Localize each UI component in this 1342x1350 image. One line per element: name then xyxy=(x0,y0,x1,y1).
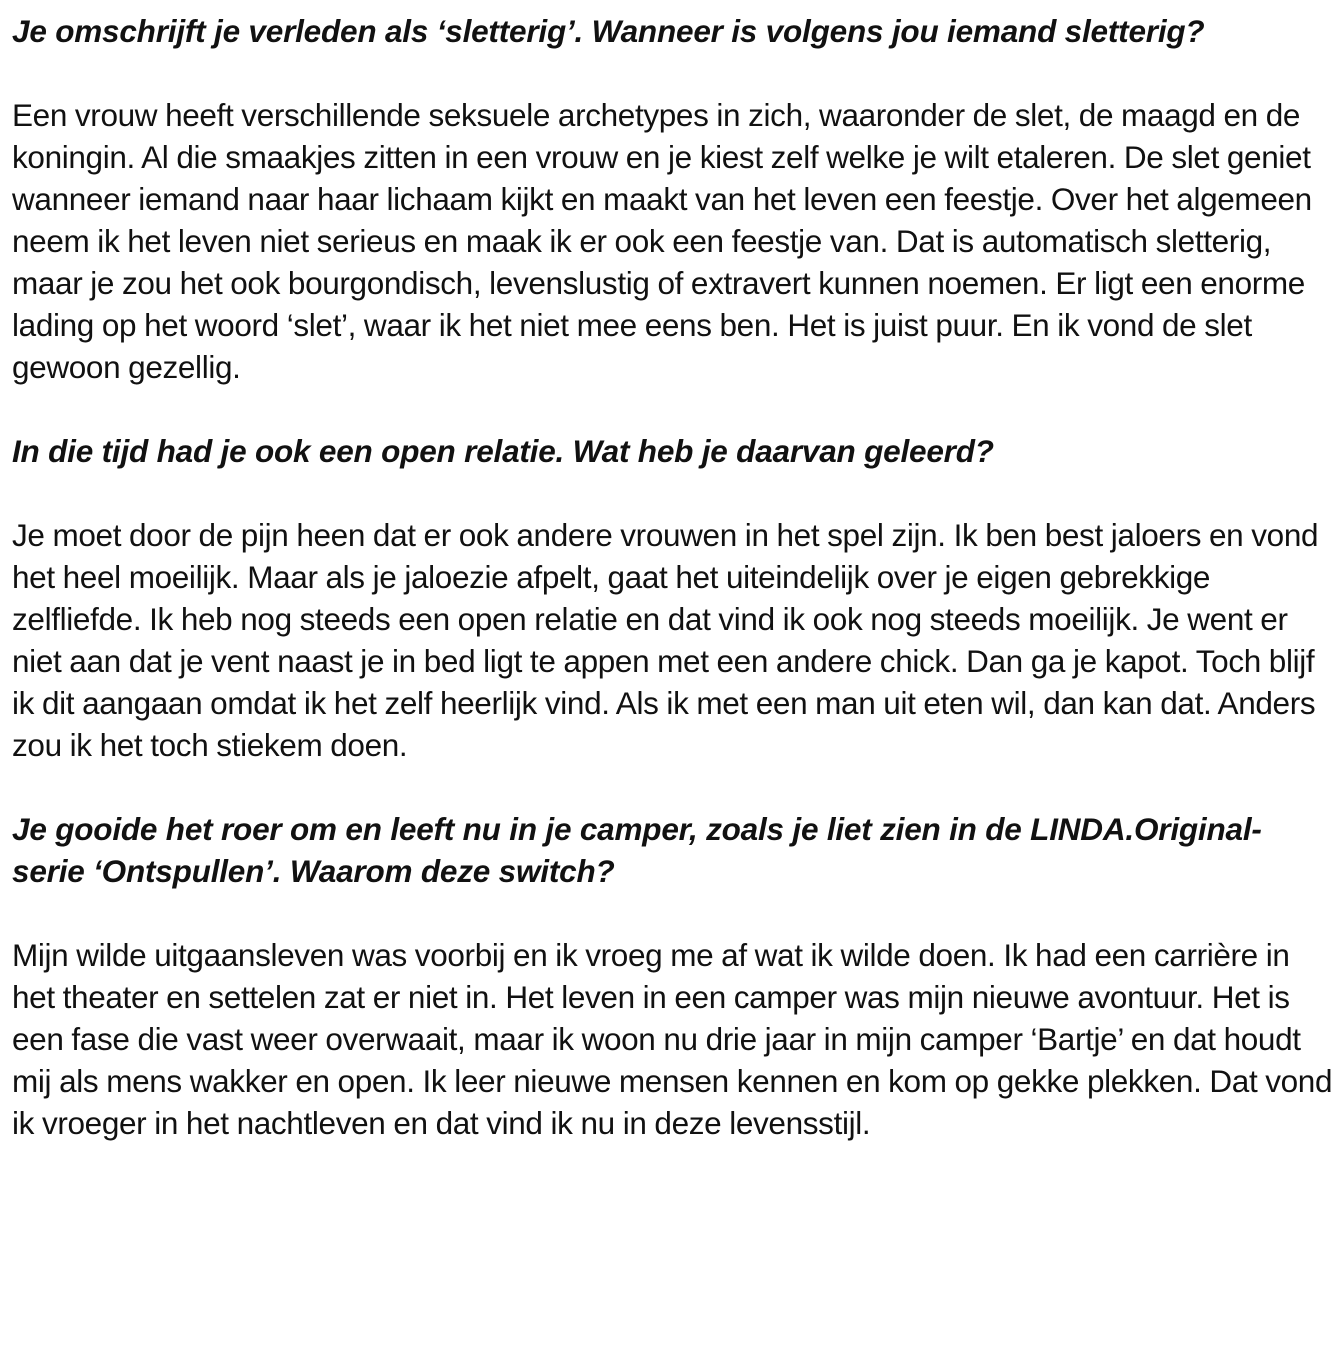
interview-question: Je omschrijft je verleden als ‘sletterig’. Wanneer is volgens jou iemand sletterig? xyxy=(12,13,1205,49)
interview-answer: Mijn wilde uitgaansleven was voorbij en ik vroeg me af wat ik wilde doen. Ik had een carrière in het theater en settelen zat er niet in. Het leven in een camper was mijn nieuwe avontuur. Het is een fase die vast weer overwaait, maar ik woon nu drie jaar in mijn camper ‘Bartje’ en dat houdt mij als mens wakker en open. Ik leer nieuwe mensen kennen en kom op gekke plekken. Dat vond ik vroeger in het nachtleven en dat vind ik nu in deze levensstijl. xyxy=(12,937,1333,1141)
interview-article xyxy=(12,10,1334,1144)
qa-block-2 xyxy=(12,430,1334,766)
qa-block-1 xyxy=(12,10,1334,388)
interview-question: Je gooide het roer om en leeft nu in je camper, zoals je liet zien in de LINDA.Original-serie ‘Ontspullen’. Waarom deze switch? xyxy=(12,811,1262,889)
interview-question: In die tijd had je ook een open relatie. Wat heb je daarvan geleerd? xyxy=(12,433,994,469)
qa-block-3 xyxy=(12,808,1334,1144)
interview-answer: Je moet door de pijn heen dat er ook andere vrouwen in het spel zijn. Ik ben best jaloers en vond het heel moeilijk. Maar als je jaloezie afpelt, gaat het uiteindelijk over je eigen gebrekkige zelfliefde. Ik heb nog steeds een open relatie en dat vind ik ook nog steeds moeilijk. Je went er niet aan dat je vent naast je in bed ligt te appen met een andere chick. Dan ga je kapot. Toch blijf ik dit aangaan omdat ik het zelf heerlijk vind. Als ik met een man uit eten wil, dan kan dat. Anders zou ik het toch stiekem doen. xyxy=(12,517,1319,763)
interview-answer: Een vrouw heeft verschillende seksuele archetypes in zich, waaronder de slet, de maagd en de koningin. Al die smaakjes zitten in een vrouw en je kiest zelf welke je wilt etaleren. De slet geniet wanneer iemand naar haar lichaam kijkt en maakt van het leven een feestje. Over het algemeen neem ik het leven niet serieus en maak ik er ook een feestje van. Dat is automatisch sletterig, maar je zou het ook bourgondisch, levenslustig of extravert kunnen noemen. Er ligt een enorme lading op het woord ‘slet’, waar ik het niet mee eens ben. Het is juist puur. En ik vond de slet gewoon gezellig. xyxy=(12,97,1312,385)
